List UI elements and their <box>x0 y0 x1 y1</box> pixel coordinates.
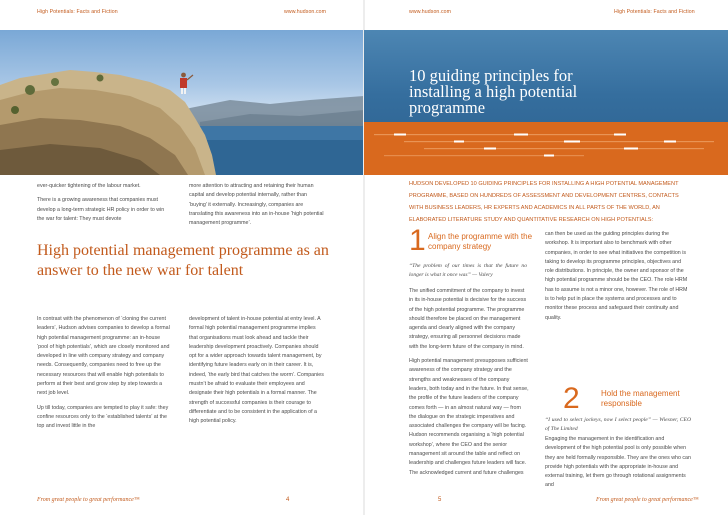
section-title: High potential management programme as an answer to the new war for talent <box>37 242 329 279</box>
paragraph: Engaging the management in the identification and development of the high potential pool is only possible when they are held formally responsible. They are the ones who can provide high potentials with the appropriate in-house and external training, let them go through rotational assignments and <box>545 436 691 489</box>
principle-quote-2: “I used to select jockeys, now I select people” — Wiesner, CEO of The Limited <box>545 417 691 432</box>
left-body-column-2 <box>189 315 324 432</box>
principle-quote-1: “The problem of our times is that the future no longer is what it once was” — Valery <box>409 263 527 278</box>
principle-title-2: Hold the management responsible <box>601 389 680 408</box>
right-page-number: 5 <box>438 497 442 503</box>
paragraph: can then be used as the guiding principles during the workshop. It is important also to benchmark with other companies, in order to see what initiatives the competition is taking to develop its programme principles, objectives and role distributions. In principle, the owner and sponsor of the high potential programme should be the CEO. The role HRM has to assume is not a minor one, however. The role of HRM is to help put in place the systems and processes and to monitor these process and safeguard their continuity and quality. <box>545 231 688 321</box>
principle-body-1 <box>409 287 529 483</box>
paragraph: Up till today, companies are tempted to play it safe: they confine resources only to the ‘established talents’ at the top and invest little in the <box>37 404 169 430</box>
paragraph: ever-quicker tightening of the labour market. <box>37 183 141 189</box>
right-header-url: www.hudson.com <box>409 9 452 15</box>
principle-number-1: 1 <box>409 224 426 257</box>
right-header-title: High Potentials: Facts and Fiction <box>614 9 695 15</box>
left-header-url: www.hudson.com <box>284 9 327 15</box>
dot-pattern-decoration <box>364 132 728 158</box>
paragraph: High potential management presupposes sufficient awareness of the company strategy and the strengths and weaknesses of the company leaders, both today and in the future. In that sense, the profile of the future leaders of the company comes forth — in an almost natural way — from the dialogue on the strategic imperatives and associated challenges the company will be facing. Hudson recommends organising a ‘high potential workshop’, where the CEO and the senior management sit around the table and reflect on leadership and challenges future leaders will face. The acknowledged current and future challenges <box>409 358 529 476</box>
right-footer-tagline: From great people to great performance™ <box>596 497 699 503</box>
left-top-column-2 <box>189 182 324 233</box>
paragraph: more attention to attracting and retaining their human capital and develop potential internally, rather than ‘buying’ it externally. Increasingly, companies are translating this awareness into an in-house ‘high potential management programme’. <box>189 183 324 227</box>
left-body-column-1 <box>37 315 172 437</box>
intro-paragraph: HUDSON DEVELOPED 10 GUIDING PRINCIPLES FOR INSTALLING A HIGH POTENTIAL MANAGEMENT PROGRAMME, BASED ON HUNDREDS OF ASSESSMENT AND DEVELOPMENT CENTRES, CONTACTS WITH BUSINESS LEADERS, HR EXPERTS AND ACADEMICS IN ALL PARTS OF THE WORLD, AN ELABORATED LITERATURE STUDY AND QUANTITATIVE RESEARCH ON HIGH POTENTIALS: <box>409 181 679 223</box>
paragraph: In contrast with the phenomenon of ‘cloning the current leaders’, Hudson advises companies to develop a formal high potential management programme: an in-house ‘pool of high potentials’, which are closely monitored and developed in line with company strategy and company needs. Consequently, companies need to free up the necessary resources that will enable high potentials to perform at their best and grow step by step towards a next job level. <box>37 316 170 397</box>
left-footer-tagline: From great people to great performance™ <box>37 497 140 503</box>
paragraph: There is a growing awareness that companies must develop a long-term strategic HR policy in order to win the war for talent: They must devote <box>37 197 165 222</box>
principle-title-1: Align the programme with the company strategy <box>428 232 533 251</box>
left-page-number: 4 <box>286 497 290 503</box>
paragraph: The unified commitment of the company to invest in its in-house potential is decisive for the success of the high potential programme. The programme should therefore be placed on the management agenda and clearly aligned with the company strategy, ensuring all personnel decisions made with the long-term future of the company in mind. <box>409 288 527 350</box>
left-top-column-1 <box>37 182 167 229</box>
right-column-top <box>545 230 691 328</box>
principle-body-2 <box>545 435 691 496</box>
banner-title: 10 guiding principles for installing a high potential programme <box>409 66 578 117</box>
principle-number-2: 2 <box>563 382 580 415</box>
paragraph: development of talent in-house potential at entry level. A formal high potential management programme implies that organisations must look ahead and tackle their leadership development proactively. Companies should opt for a wider approach towards talent management, by identifying future leaders early on in their career. It is, indeed, ‘the early bird that catches the worm’. Companies mustn’t be afraid to evaluate their employees and designate their high potentials in a formal manner. The strength of successful companies is their courage to differentiate and to be consistent in the application of a high potential policy. <box>189 316 324 425</box>
left-header-title: High Potentials: Facts and Fiction <box>37 9 118 15</box>
coastal-cliff-photo <box>0 30 364 175</box>
photo-illustration <box>0 30 364 175</box>
